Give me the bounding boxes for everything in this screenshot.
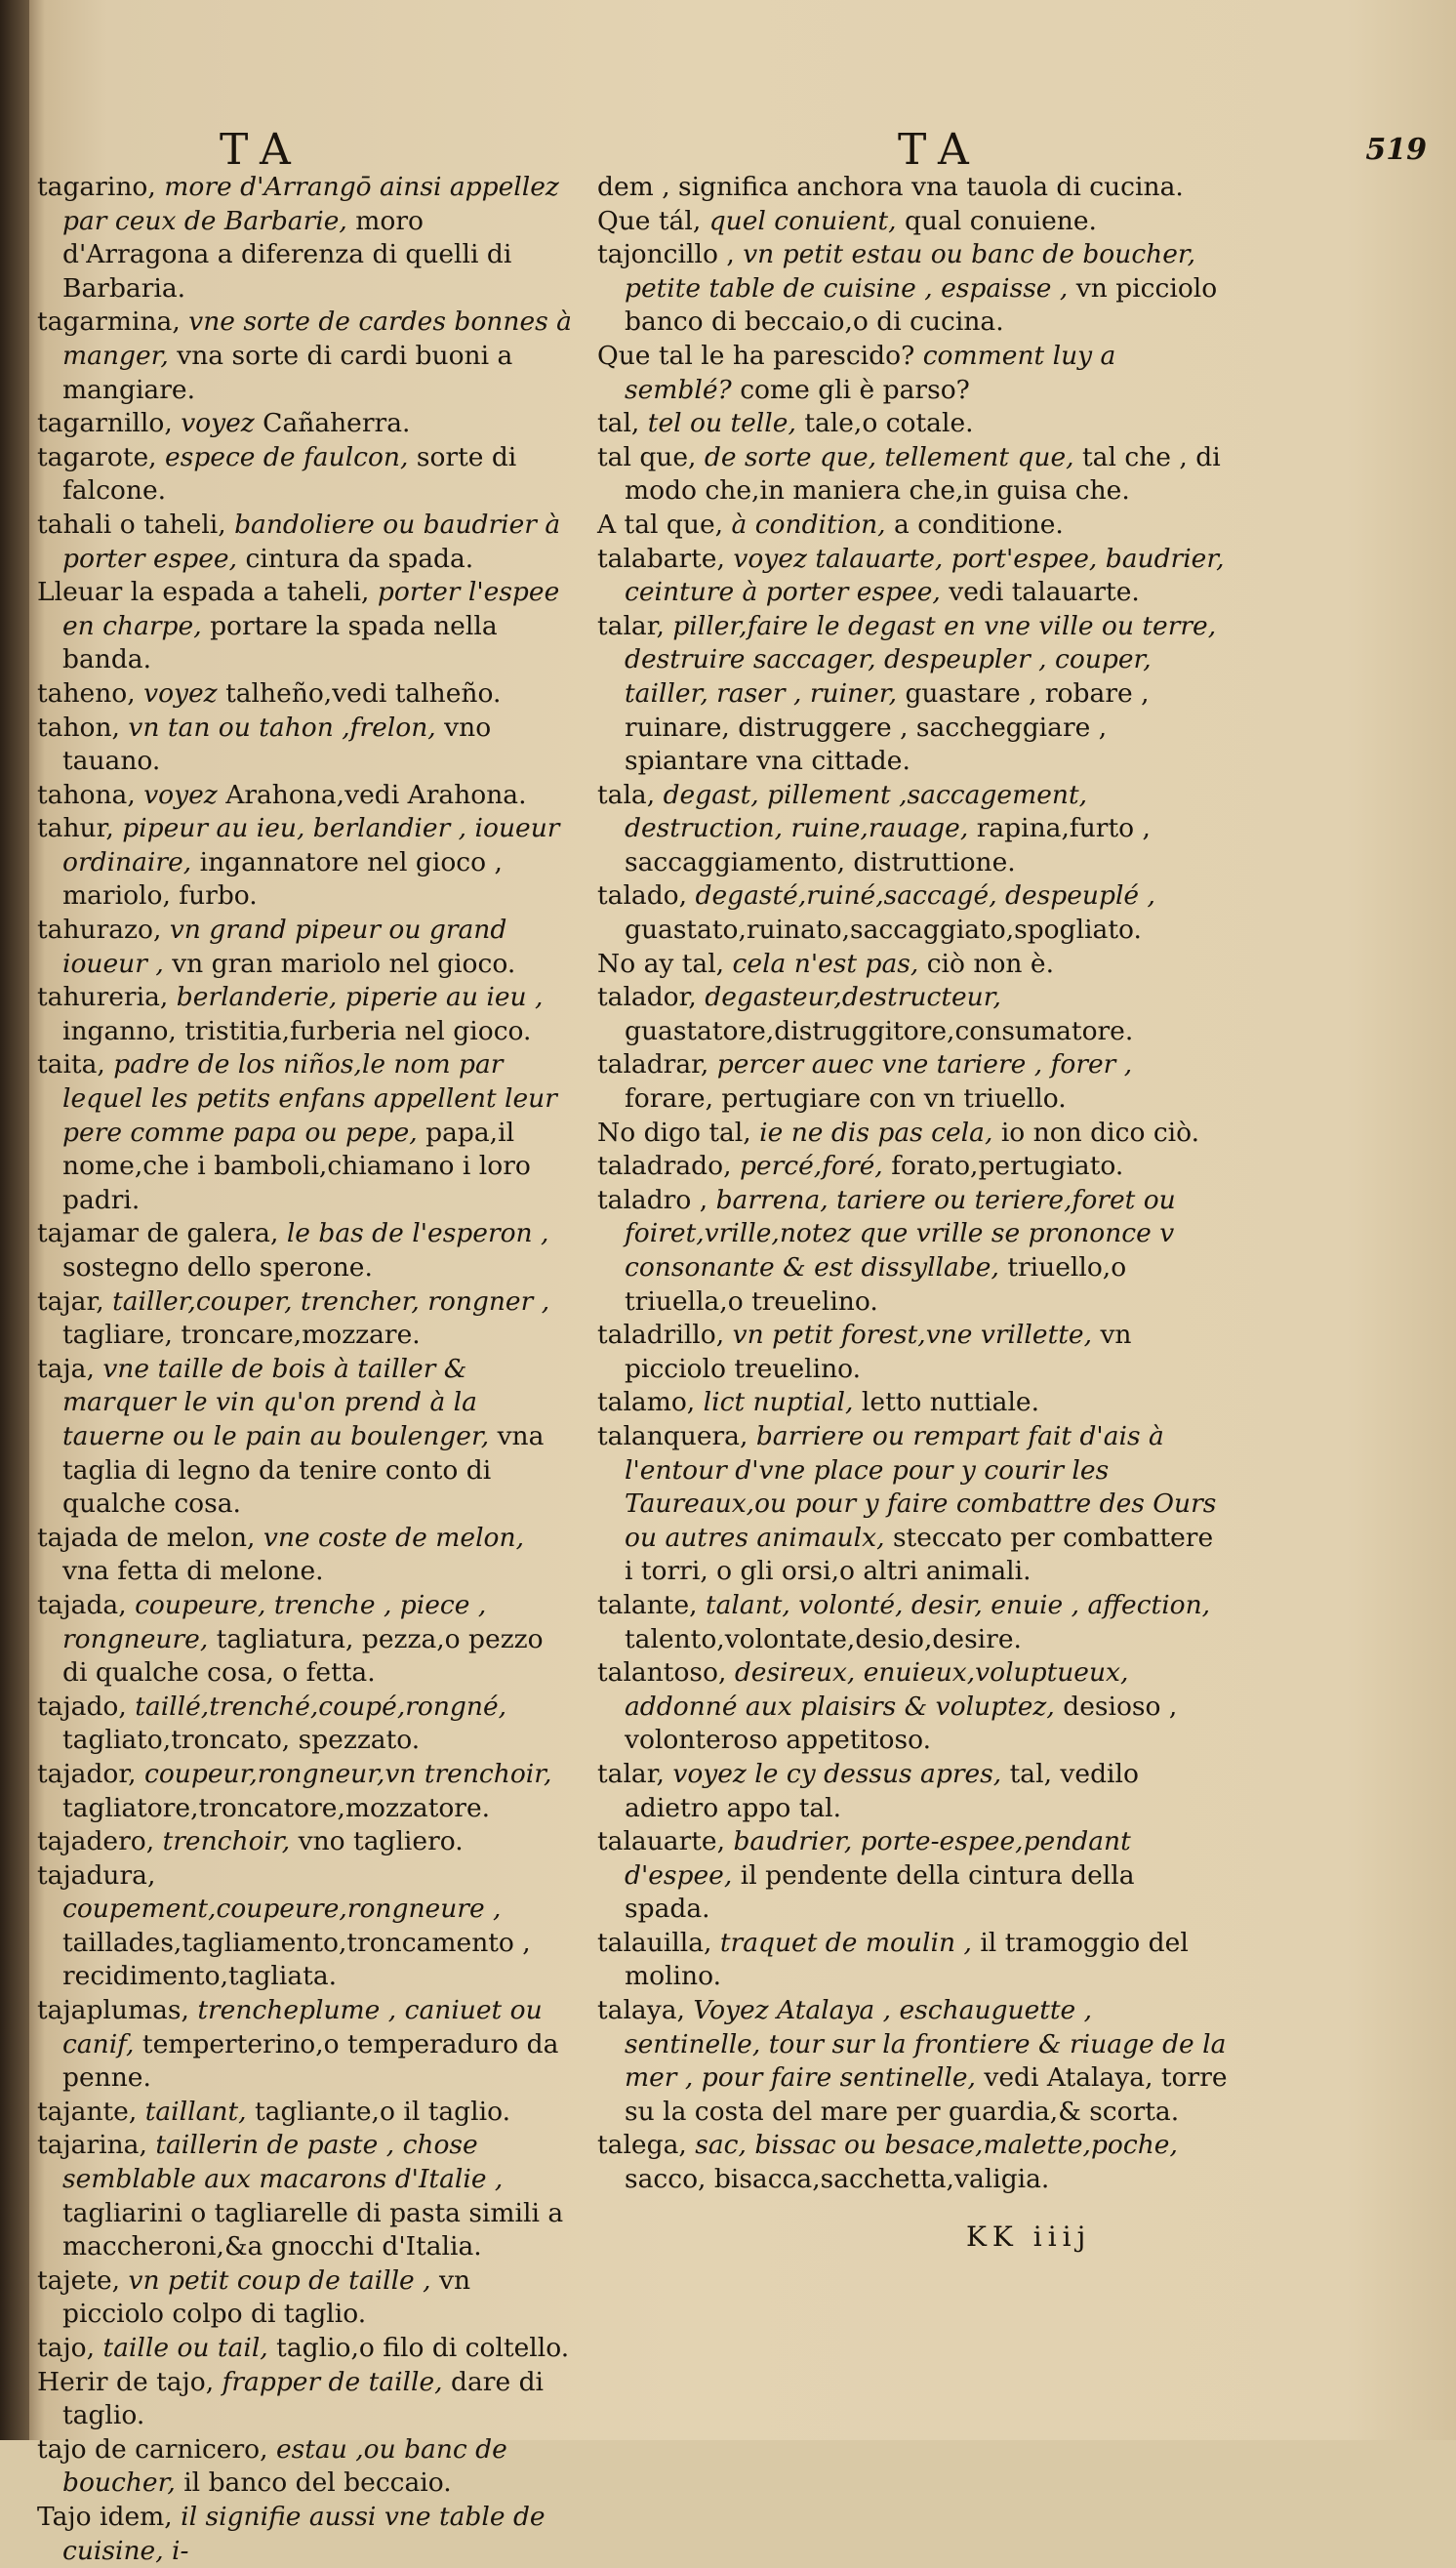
french-gloss: vne taille de bois à tailler & marquer le vin qu'on prend à la tauerne ou le pain au boulenger, bbox=[62, 1353, 490, 1451]
dictionary-entry bbox=[37, 2501, 572, 2568]
headword: No digo tal, bbox=[597, 1117, 751, 1148]
dictionary-entry bbox=[37, 1522, 572, 1589]
dictionary-entry bbox=[597, 1184, 1228, 1319]
french-gloss: taillant, bbox=[144, 2096, 247, 2127]
italian-gloss: sorte di falcone. bbox=[62, 441, 517, 507]
french-gloss: vn petit estau ou banc de boucher, petite table de cuisine , espaisse , bbox=[625, 239, 1196, 304]
italian-gloss: tagliato,troncato, spezzato. bbox=[62, 1725, 421, 1756]
left-column bbox=[37, 171, 572, 2568]
french-gloss: voyez bbox=[181, 408, 255, 439]
headword: tajar, bbox=[37, 1285, 104, 1317]
book-gutter bbox=[0, 0, 29, 2440]
italian-gloss: moro d'Arragona a diferenza di quelli di Barbaria. bbox=[62, 205, 512, 304]
french-gloss: coupeur,rongneur,vn trenchoir, bbox=[144, 1758, 552, 1789]
headword: talador, bbox=[597, 982, 697, 1013]
italian-gloss: il pendente della cintura della spada. bbox=[625, 1859, 1135, 1925]
dictionary-entry bbox=[37, 2366, 572, 2433]
headword: tagarmina, bbox=[37, 306, 181, 338]
french-gloss: traquet de moulin , bbox=[719, 1927, 972, 1958]
french-gloss: comment luy a semblé? bbox=[625, 340, 1116, 405]
italian-gloss: vedi talauarte. bbox=[949, 577, 1140, 608]
french-gloss: degasté,ruiné,saccagé, despeuplé , bbox=[695, 880, 1155, 912]
french-gloss: voyez talauarte, port'espee, baudrier, ceinture à porter espee, bbox=[625, 543, 1225, 608]
dictionary-entry bbox=[37, 407, 572, 441]
french-gloss: degast, pillement ,saccagement, destruction, ruine,rauage, bbox=[625, 779, 1088, 844]
headword: tajoncillo , bbox=[597, 239, 735, 270]
french-gloss: le bas de l'esperon , bbox=[286, 1218, 549, 1249]
dictionary-entry bbox=[37, 914, 572, 981]
french-gloss: quel conuient, bbox=[708, 205, 897, 236]
french-gloss: baudrier, porte-espee,pendant d'espee, bbox=[625, 1826, 1131, 1891]
dictionary-entry bbox=[37, 2332, 572, 2366]
headword: tahon, bbox=[37, 712, 120, 743]
dictionary-entry bbox=[37, 2096, 572, 2130]
headword: tahur, bbox=[37, 813, 114, 844]
headword: tajante, bbox=[37, 2096, 138, 2127]
dictionary-entry bbox=[37, 779, 572, 813]
french-gloss: porter l'espee en charpe, bbox=[62, 577, 560, 641]
headword: talante, bbox=[597, 1589, 698, 1620]
italian-gloss: il tramoggio del molino. bbox=[625, 1927, 1189, 1992]
italian-gloss: talento,volontate,desio,desire. bbox=[625, 1623, 1022, 1654]
headword: talamo, bbox=[597, 1387, 696, 1418]
french-gloss: frapper de taille, bbox=[222, 2366, 443, 2397]
dictionary-entry bbox=[597, 407, 1228, 441]
headword: tajo, bbox=[37, 2333, 96, 2363]
french-gloss: voyez bbox=[143, 677, 218, 709]
french-gloss: degasteur,destructeur, bbox=[705, 982, 1001, 1013]
italian-gloss: vn picciolo colpo di taglio. bbox=[62, 2264, 471, 2330]
headword: taja, bbox=[37, 1353, 95, 1384]
french-gloss: taillé,trenché,coupé,rongné, bbox=[135, 1691, 507, 1722]
headword: taladrillo, bbox=[597, 1320, 725, 1351]
left-running-head: TA bbox=[220, 125, 304, 175]
headword: tajaplumas, bbox=[37, 1995, 189, 2026]
headword: tahona, bbox=[37, 779, 136, 810]
dictionary-entry bbox=[37, 1217, 572, 1284]
headword: Que tal le ha parescido? bbox=[597, 340, 915, 371]
headword: tal que, bbox=[597, 441, 697, 472]
dictionary-entry bbox=[597, 171, 1228, 205]
italian-gloss: dare di taglio. bbox=[62, 2366, 545, 2431]
headword: tahali o taheli, bbox=[37, 509, 226, 540]
dictionary-entry bbox=[597, 340, 1228, 407]
dictionary-entry bbox=[597, 981, 1228, 1048]
headword: talantoso, bbox=[597, 1657, 727, 1689]
french-gloss: taille ou tail, bbox=[102, 2333, 268, 2363]
dictionary-entry bbox=[597, 1589, 1228, 1656]
italian-gloss: tagliante,o il taglio. bbox=[255, 2096, 511, 2127]
dictionary-entry bbox=[597, 879, 1228, 947]
dictionary-entry bbox=[37, 1589, 572, 1691]
french-gloss: à condition, bbox=[731, 509, 886, 540]
italian-gloss: cintura da spada. bbox=[245, 543, 474, 574]
french-gloss: coupeure, trenche , piece , rongneure, bbox=[62, 1589, 487, 1654]
italian-gloss: io non dico ciò. bbox=[1000, 1117, 1200, 1148]
italian-gloss: talheño,vedi talheño. bbox=[225, 677, 502, 709]
italian-gloss: vn gran mariolo nel gioco. bbox=[172, 948, 516, 979]
italian-gloss: temperterino,o temperaduro da penne. bbox=[62, 2028, 559, 2094]
headword: talanquera, bbox=[597, 1420, 748, 1451]
italian-gloss: a conditione. bbox=[894, 509, 1064, 540]
headword: talega, bbox=[597, 2130, 687, 2161]
italian-gloss: desioso , volonteroso appetitoso. bbox=[625, 1691, 1178, 1756]
french-gloss: voyez bbox=[143, 779, 218, 810]
headword: tajadura, bbox=[37, 1859, 156, 1891]
headword: tajarina, bbox=[37, 2130, 147, 2161]
dictionary-entry bbox=[37, 1353, 572, 1522]
french-gloss: sac, bissac ou besace,malette,poche, bbox=[695, 2130, 1178, 2161]
dictionary-entry bbox=[37, 2129, 572, 2263]
dictionary-entry bbox=[37, 677, 572, 712]
italian-gloss: letto nuttiale. bbox=[861, 1387, 1040, 1418]
right-running-head: TA bbox=[898, 125, 983, 175]
headword: talauarte, bbox=[597, 1826, 726, 1857]
headword: tajamar de galera, bbox=[37, 1218, 279, 1249]
headword: No ay tal, bbox=[597, 948, 725, 979]
dictionary-entry bbox=[37, 1994, 572, 2096]
italian-gloss: dem , significa anchora vna tauola di cucina. bbox=[597, 172, 1184, 202]
dictionary-entry bbox=[37, 509, 572, 576]
dictionary-entry bbox=[597, 610, 1228, 779]
italian-gloss: triuello,o triuella,o treuelino. bbox=[625, 1252, 1127, 1317]
french-gloss: il signifie aussi vne table de cuisine, i- bbox=[62, 2501, 546, 2566]
dictionary-entry bbox=[597, 1758, 1228, 1825]
italian-gloss: tagliare, troncare,mozzare. bbox=[62, 1320, 421, 1351]
headword: tahureria, bbox=[37, 982, 169, 1013]
italian-gloss: tagliatura, pezza,o pezzo di qualche cosa, o fetta. bbox=[62, 1623, 544, 1689]
italian-gloss: tagliarini o tagliarelle di pasta simili a maccheroni,&a gnocchi d'Italia. bbox=[62, 2197, 564, 2262]
right-column bbox=[597, 171, 1228, 2197]
headword: taita, bbox=[37, 1049, 105, 1080]
dictionary-entry bbox=[37, 441, 572, 509]
french-gloss: tel ou telle, bbox=[647, 408, 796, 439]
italian-gloss: tal che , di modo che,in maniera che,in guisa che. bbox=[625, 441, 1221, 507]
french-gloss: barriere ou rempart fait d'ais à l'entour d'vne place pour y courir les Taureaux,ou pour y faire combattre des Ours ou autres animaulx, bbox=[625, 1420, 1217, 1553]
italian-gloss: inganno, tristitia,furberia nel gioco. bbox=[62, 1015, 532, 1046]
french-gloss: espece de faulcon, bbox=[165, 441, 409, 472]
italian-gloss: il banco del beccaio. bbox=[183, 2467, 452, 2499]
headword: talauilla, bbox=[597, 1927, 712, 1958]
headword: Lleuar la espada a taheli, bbox=[37, 577, 370, 608]
headword: taladro , bbox=[597, 1184, 708, 1215]
headword: tajadero, bbox=[37, 1826, 155, 1857]
dictionary-entry bbox=[597, 509, 1228, 543]
headword: talabarte, bbox=[597, 543, 725, 574]
dictionary-entry bbox=[597, 205, 1228, 239]
italian-gloss: vna fetta di melone. bbox=[62, 1556, 324, 1587]
italian-gloss: guastatore,distruggitore,consumatore. bbox=[625, 1015, 1134, 1046]
french-gloss: padre de los niños,le nom par lequel les petits enfans appellent leur pere comme papa ou pepe, bbox=[62, 1049, 557, 1148]
french-gloss: percer auec vne tariere , forer , bbox=[716, 1049, 1133, 1080]
french-gloss: trencheplume , caniuet ou canif, bbox=[62, 1995, 543, 2059]
italian-gloss: rapina,furto , saccaggiamento, distruttione. bbox=[625, 813, 1151, 877]
headword: Herir de tajo, bbox=[37, 2366, 215, 2397]
french-gloss: voyez le cy dessus apres, bbox=[672, 1758, 1002, 1789]
headword: tajado, bbox=[37, 1691, 127, 1722]
french-gloss: more d'Arrangō ainsi appellez par ceux de Barbarie, bbox=[62, 172, 559, 236]
headword: talar, bbox=[597, 610, 665, 641]
dictionary-entry bbox=[597, 238, 1228, 340]
french-gloss: de sorte que, tellement que, bbox=[704, 441, 1074, 472]
headword: talaya, bbox=[597, 1995, 685, 2026]
dictionary-entry bbox=[597, 1825, 1228, 1927]
dictionary-entry bbox=[597, 1150, 1228, 1184]
italian-gloss: Arahona,vedi Arahona. bbox=[225, 779, 527, 810]
italian-gloss: vno tauano. bbox=[62, 712, 492, 777]
dictionary-entry bbox=[597, 543, 1228, 610]
french-gloss: Voyez Atalaya , eschauguette , sentinelle, tour sur la frontiere & riuage de la mer , pour faire sentinelle, bbox=[625, 1995, 1227, 2094]
italian-gloss: vno tagliero. bbox=[298, 1826, 464, 1857]
french-gloss: vn tan ou tahon ,frelon, bbox=[128, 712, 436, 743]
dictionary-entry bbox=[597, 1994, 1228, 2129]
italian-gloss: guastato,ruinato,saccaggiato,spogliato. bbox=[625, 915, 1142, 946]
dictionary-entry bbox=[597, 948, 1228, 982]
french-gloss: vn petit forest,vne vrillette, bbox=[732, 1320, 1092, 1351]
italian-gloss: forato,pertugiato. bbox=[891, 1151, 1124, 1182]
headword: tagarote, bbox=[37, 441, 157, 472]
italian-gloss: guastare , robare , ruinare, distruggere , saccheggiare , spiantare vna cittade. bbox=[625, 677, 1150, 777]
italian-gloss: Cañaherra. bbox=[263, 408, 411, 439]
dictionary-entry bbox=[597, 779, 1228, 880]
dictionary-entry bbox=[597, 2129, 1228, 2196]
headword: talar, bbox=[597, 1758, 665, 1789]
italian-gloss: tal, vedilo adietro appo tal. bbox=[625, 1758, 1139, 1823]
dictionary-entry bbox=[37, 712, 572, 779]
french-gloss: ie ne dis pas cela, bbox=[759, 1117, 993, 1148]
italian-gloss: qual conuiene. bbox=[904, 205, 1097, 236]
headword: taheno, bbox=[37, 677, 136, 709]
italian-gloss: come gli è parso? bbox=[740, 374, 970, 405]
dictionary-entry bbox=[37, 1285, 572, 1353]
italian-gloss: sacco, bisacca,sacchetta,valigia. bbox=[625, 2164, 1050, 2195]
italian-gloss: sostegno dello sperone. bbox=[62, 1252, 373, 1283]
dictionary-entry bbox=[597, 1386, 1228, 1420]
headword: tajada de melon, bbox=[37, 1522, 256, 1553]
italian-gloss: tale,o cotale. bbox=[804, 408, 974, 439]
french-gloss: vne sorte de cardes bonnes à manger, bbox=[62, 306, 572, 371]
headword: tajador, bbox=[37, 1758, 137, 1789]
dictionary-entry bbox=[37, 981, 572, 1048]
italian-gloss: ingannatore nel gioco , mariolo, furbo. bbox=[62, 846, 503, 912]
headword: A tal que, bbox=[597, 509, 724, 540]
headword: taladrar, bbox=[597, 1049, 709, 1080]
dictionary-entry bbox=[37, 171, 572, 306]
french-gloss: percé,foré, bbox=[739, 1151, 883, 1182]
headword: Tajo idem, bbox=[37, 2501, 173, 2532]
headword: tagarino, bbox=[37, 172, 156, 202]
headword: talado, bbox=[597, 880, 688, 912]
dictionary-entry bbox=[37, 1859, 572, 1994]
headword: tajete, bbox=[37, 2264, 121, 2296]
french-gloss: trenchoir, bbox=[162, 1826, 291, 1857]
italian-gloss: taillades,tagliamento,troncamento , recidimento,tagliata. bbox=[62, 1927, 531, 1992]
dictionary-entry bbox=[37, 1048, 572, 1217]
french-gloss: vne coste de melon, bbox=[263, 1522, 524, 1553]
dictionary-entry bbox=[37, 1758, 572, 1825]
french-gloss: barrena, tariere ou teriere,foret ou foiret,vrille,notez que vrille se prononce v consonante & est dissyllabe, bbox=[625, 1184, 1176, 1283]
french-gloss: estau ,ou banc de boucher, bbox=[62, 2433, 507, 2499]
italian-gloss: steccato per combattere i torri, o gli orsi,o altri animali. bbox=[625, 1522, 1214, 1587]
italian-gloss: vn picciolo treuelino. bbox=[625, 1320, 1132, 1384]
french-gloss: vn grand pipeur ou grand ioueur , bbox=[62, 915, 507, 979]
french-gloss: coupement,coupeure,rongneure , bbox=[62, 1894, 502, 1925]
dictionary-entry bbox=[597, 441, 1228, 509]
french-gloss: berlanderie, piperie au ieu , bbox=[176, 982, 544, 1013]
italian-gloss: tagliatore,troncatore,mozzatore. bbox=[62, 1792, 491, 1823]
dictionary-entry bbox=[37, 812, 572, 914]
dictionary-entry bbox=[37, 306, 572, 407]
french-gloss: vn petit coup de taille , bbox=[128, 2264, 431, 2296]
headword: tala, bbox=[597, 779, 656, 810]
dictionary-entry bbox=[597, 1117, 1228, 1151]
italian-gloss: papa,il nome,che i bamboli,chiamano i loro padri. bbox=[62, 1117, 531, 1215]
dictionary-entry bbox=[597, 1048, 1228, 1116]
italian-gloss: vedi Atalaya, torre su la costa del mare per guardia,& scorta. bbox=[625, 2062, 1228, 2127]
headword: tajo de carnicero, bbox=[37, 2433, 268, 2465]
dictionary-entry bbox=[37, 576, 572, 677]
french-gloss: talant, volonté, desir, enuie , affection, bbox=[705, 1589, 1211, 1620]
page-number: 519 bbox=[1365, 133, 1427, 167]
signature-mark: KK iiij bbox=[966, 2221, 1092, 2253]
dictionary-entry bbox=[597, 1927, 1228, 1994]
french-gloss: lict nuptial, bbox=[703, 1387, 854, 1418]
dictionary-entry bbox=[37, 1825, 572, 1859]
french-gloss: cela n'est pas, bbox=[732, 948, 919, 979]
french-gloss: tailler,couper, trencher, rongner , bbox=[112, 1285, 550, 1317]
headword: taladrado, bbox=[597, 1151, 732, 1182]
dictionary-entry bbox=[37, 2433, 572, 2501]
italian-gloss: taglio,o filo di coltello. bbox=[276, 2333, 570, 2363]
french-gloss: pipeur au ieu, berlandier , ioueur ordinaire, bbox=[62, 813, 560, 877]
italian-gloss: forare, pertugiare con vn triuello. bbox=[625, 1083, 1067, 1115]
headword: tal, bbox=[597, 408, 640, 439]
italian-gloss: vna sorte di cardi buoni a mangiare. bbox=[62, 340, 513, 405]
headword: tajada, bbox=[37, 1589, 127, 1620]
italian-gloss: vn picciolo banco di beccaio,o di cucina. bbox=[625, 272, 1218, 338]
italian-gloss: vna taglia di legno da tenire conto di qualche cosa. bbox=[62, 1420, 545, 1520]
french-gloss: taillerin de paste , chose semblable aux macarons d'Italie , bbox=[62, 2130, 504, 2195]
headword: tahurazo, bbox=[37, 915, 162, 946]
italian-gloss: portare la spada nella banda. bbox=[62, 610, 498, 675]
french-gloss: piller,faire le degast en vne ville ou terre, destruire saccager, despeupler , couper, tailler, raser , ruiner, bbox=[625, 610, 1217, 709]
dictionary-entry bbox=[597, 1656, 1228, 1758]
headword: tagarnillo, bbox=[37, 408, 173, 439]
headword: Que tál, bbox=[597, 205, 702, 236]
french-gloss: bandoliere ou baudrier à porter espee, bbox=[62, 509, 561, 574]
dictionary-entry bbox=[597, 1420, 1228, 1589]
dictionary-entry bbox=[37, 1691, 572, 1758]
dictionary-entry bbox=[597, 1319, 1228, 1386]
dictionary-entry bbox=[37, 2264, 572, 2332]
french-gloss: desireux, enuieux,voluptueux, addonné aux plaisirs & voluptez, bbox=[625, 1657, 1129, 1722]
italian-gloss: ciò non è. bbox=[926, 948, 1055, 979]
